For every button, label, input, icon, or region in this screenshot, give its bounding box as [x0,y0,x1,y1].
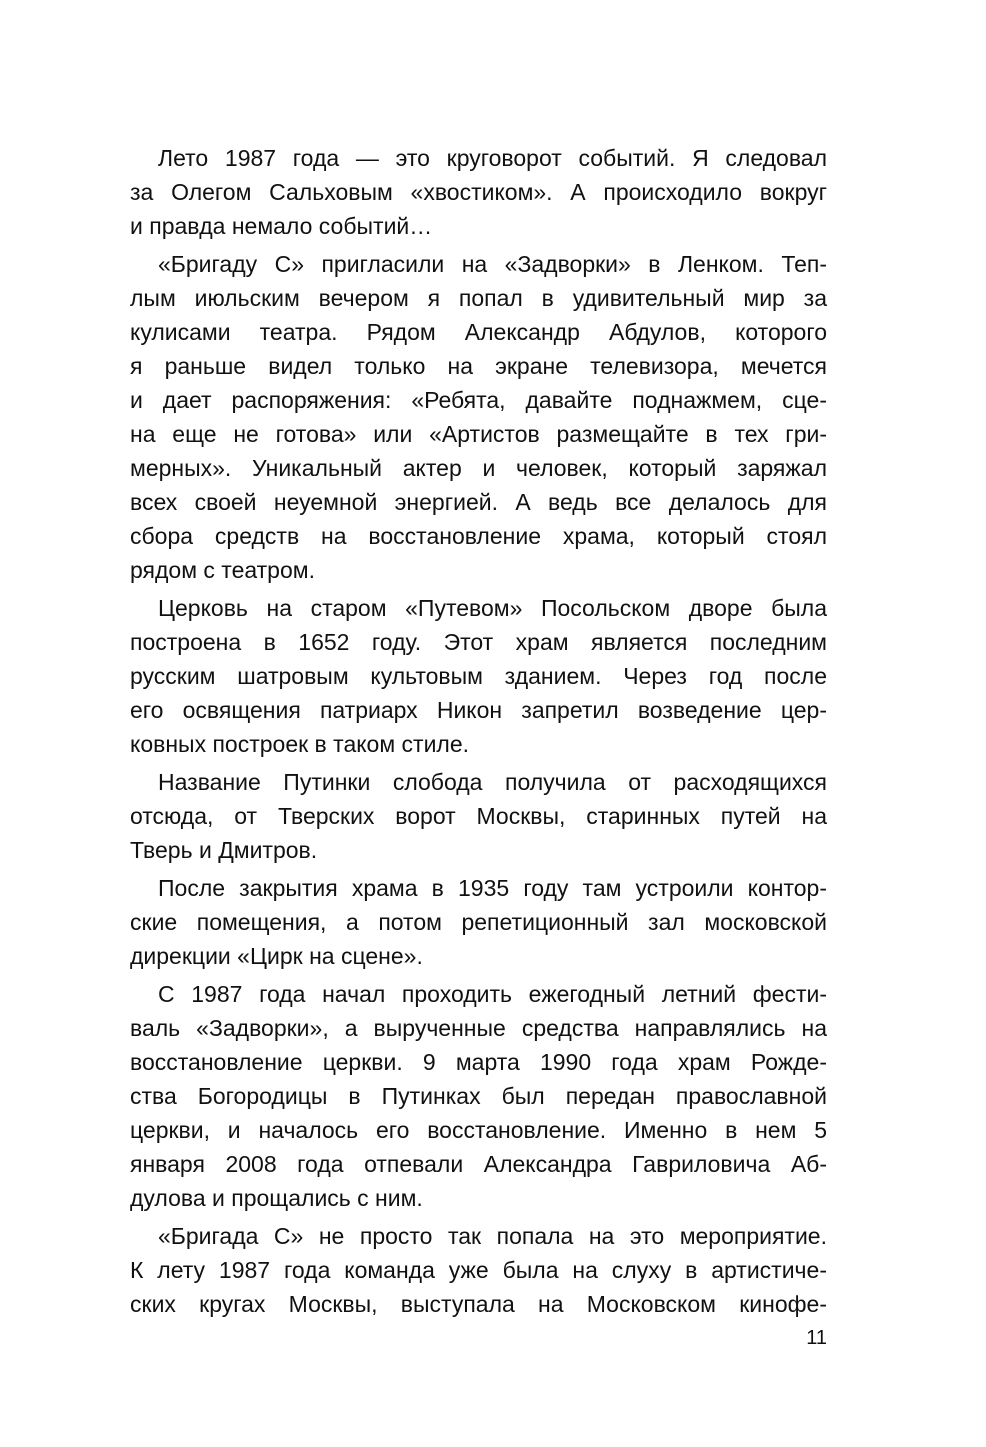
paragraph [130,1219,827,1321]
text-line: дулова и прощались с ним. [130,1185,423,1211]
paragraph [130,591,827,761]
text-line: и правда немало событий… [130,213,433,239]
text-line: и дает распоряжения: «Ребята, давайте поднажмем, сце- [130,387,827,413]
text-line: Лето 1987 года — это круговорот событий. Я следовал [158,145,827,171]
page-body [130,141,827,1321]
text-line: на еще не готова» или «Артистов размещайте в тех гри- [130,421,827,447]
text-line: мерных». Уникальный актер и человек, который заряжал [130,455,827,481]
paragraph [130,141,827,243]
text-line: ковных построек в таком стиле. [130,731,470,757]
text-line: лым июльским вечером я попал в удивительный мир за [130,285,827,311]
text-line: рядом с театром. [130,557,315,583]
text-line: После закрытия храма в 1935 году там устроили контор- [158,875,827,901]
text-line: «Бригада С» не просто так попала на это мероприятие. [158,1223,827,1249]
paragraph [130,871,827,973]
text-line: построена в 1652 году. Этот храм является последним [130,629,827,655]
text-line: его освящения патриарх Никон запретил возведение цер- [130,697,827,723]
text-line: Название Путинки слобода получила от расходящихся [158,769,827,795]
text-line: восстановление церкви. 9 марта 1990 года храм Рожде- [130,1049,827,1075]
text-line: К лету 1987 года команда уже была на слуху в артистиче- [130,1257,827,1283]
paragraph [130,977,827,1215]
text-line: С 1987 года начал проходить ежегодный летний фести- [158,981,827,1007]
text-line: кулисами театра. Рядом Александр Абдулов, которого [130,319,827,345]
text-line: ства Богородицы в Путинках был передан православной [130,1083,827,1109]
text-line: русским шатровым культовым зданием. Через год после [130,663,827,689]
text-line: Церковь на старом «Путевом» Посольском дворе была [158,595,827,621]
text-line: валь «Задворки», а вырученные средства направлялись на [130,1015,827,1041]
text-line: за Олегом Сальховым «хвостиком». А происходило вокруг [130,179,827,205]
text-line: отсюда, от Тверских ворот Москвы, старинных путей на [130,803,827,829]
text-line: января 2008 года отпевали Александра Гавриловича Аб- [130,1151,827,1177]
text-line: ских кругах Москвы, выступала на Московском кинофе- [130,1291,827,1317]
text-line: Тверь и Дмитров. [130,837,318,863]
text-line: сбора средств на восстановление храма, который стоял [130,523,827,549]
page-number: 11 [806,1327,827,1349]
paragraph [130,765,827,867]
text-line: дирекции «Цирк на сцене». [130,943,423,969]
text-line: я раньше видел только на экране телевизора, мечется [130,353,827,379]
text-line: всех своей неуемной энергией. А ведь все делалось для [130,489,827,515]
text-line: «Бригаду С» пригласили на «Задворки» в Ленком. Теп- [158,251,827,277]
text-line: церкви, и началось его восстановление. Именно в нем 5 [130,1117,827,1143]
paragraph [130,247,827,587]
text-line: ские помещения, а потом репетиционный зал московской [130,909,827,935]
